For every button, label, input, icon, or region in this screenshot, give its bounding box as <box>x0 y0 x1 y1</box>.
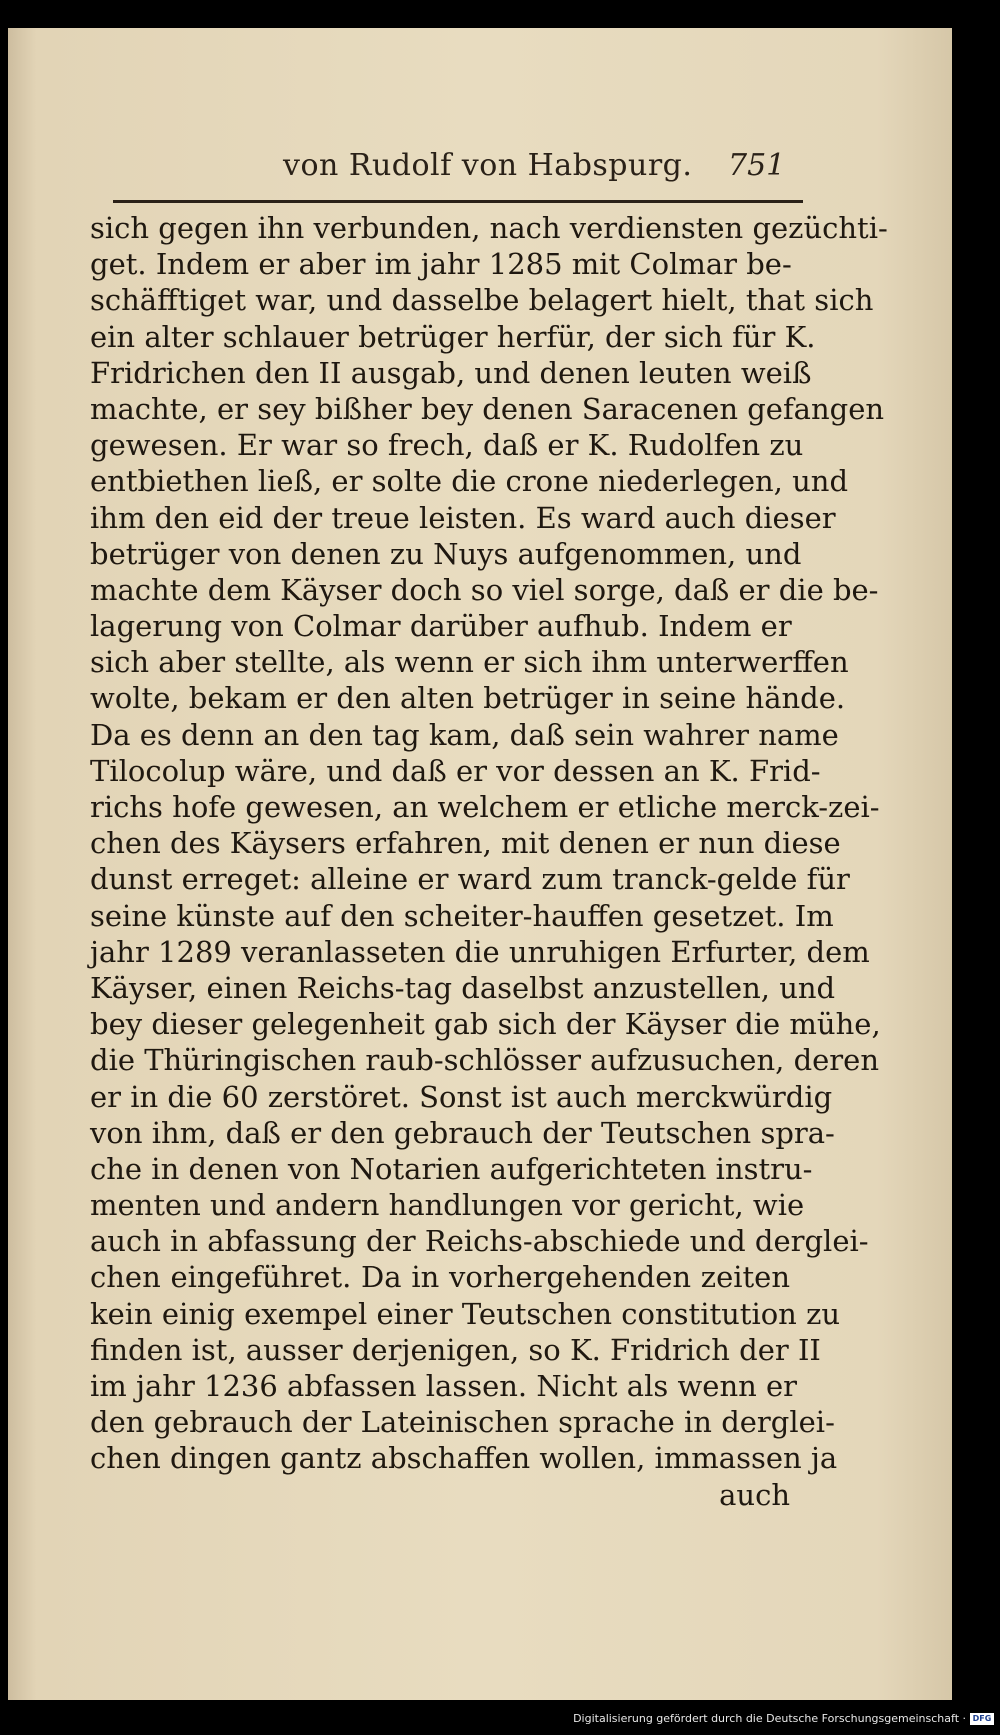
text-line: menten und andern handlungen vor gericht, wie <box>90 1188 805 1223</box>
text-line: Fridrichen den II ausgab, und denen leuten weiß <box>90 355 812 390</box>
text-line: finden ist, ausser derjenigen, so K. Fridrich der II <box>90 1332 821 1367</box>
text-line: seine künste auf den scheiter-hauffen gesetzet. Im <box>90 898 834 933</box>
text-line: bey dieser gelegenheit gab sich der Käyser die mühe, <box>90 1007 881 1042</box>
text-line: sich aber stellte, als wenn er sich ihm unterwerffen <box>90 645 849 680</box>
text-line: sich gegen ihn verbunden, nach verdiensten gezüchti- <box>90 211 888 245</box>
text-line: get. Indem er aber im jahr 1285 mit Colmar be- <box>90 247 792 282</box>
text-line: gewesen. Er war so frech, daß er K. Rudolfen zu <box>90 428 804 463</box>
text-line: che in denen von Notarien aufgerichteten instru- <box>90 1151 813 1186</box>
text-line: lagerung von Colmar darüber aufhub. Indem er <box>90 609 792 644</box>
digitization-footer <box>0 1712 1000 1732</box>
text-line: chen eingeführet. Da in vorhergehenden zeiten <box>90 1260 790 1295</box>
book-page <box>8 28 952 1700</box>
text-line: Käyser, einen Reichs-tag daselbst anzustellen, und <box>90 970 836 1005</box>
funding-notice: Digitalisierung gefördert durch die Deutsche Forschungsgemeinschaft · <box>573 1712 966 1725</box>
text-line: wolte, bekam er den alten betrüger in seine hände. <box>90 681 846 716</box>
text-line: er in die 60 zerstöret. Sonst ist auch merckwürdig <box>90 1079 833 1114</box>
text-line: im jahr 1236 abfassen lassen. Nicht als wenn er <box>90 1369 798 1403</box>
text-line: betrüger von denen zu Nuys aufgenommen, und <box>90 536 802 571</box>
catchword: auch <box>719 1477 790 1512</box>
running-head: von Rudolf von Habspurg. <box>283 148 693 183</box>
text-line: machte dem Käyser doch so viel sorge, daß er die be- <box>90 572 879 607</box>
text-line: auch in abfassung der Reichs-abschiede und derglei- <box>90 1224 869 1259</box>
text-line: schäfftiget war, und dasselbe belagert hielt, that sich <box>90 283 874 318</box>
text-line: entbiethen ließ, er solte die crone niederlegen, und <box>90 464 849 499</box>
text-line: ihm den eid der treue leisten. Es ward auch dieser <box>90 500 836 535</box>
text-line: chen des Käysers erfahren, mit denen er nun diese <box>90 826 841 861</box>
text-line: Da es denn an den tag kam, daß sein wahrer name <box>90 717 839 752</box>
body-text <box>90 210 888 1513</box>
text-line: den gebrauch der Lateinischen sprache in derglei- <box>90 1405 835 1440</box>
text-line: ein alter schlauer betrüger herfür, der sich für K. <box>90 319 816 354</box>
text-line: dunst erreget: alleine er ward zum tranck-gelde für <box>90 862 850 897</box>
text-line: die Thüringischen raub-schlösser aufzusuchen, deren <box>90 1043 880 1078</box>
text-line: machte, er sey bißher bey denen Saracenen gefangen <box>90 391 885 426</box>
header-rule <box>113 200 803 203</box>
dfg-logo: DFG <box>970 1713 994 1725</box>
text-line: jahr 1289 veranlasseten die unruhigen Erfurter, dem <box>90 934 870 969</box>
text-line: chen dingen gantz abschaffen wollen, immassen ja <box>90 1441 838 1476</box>
text-line: richs hofe gewesen, an welchem er etliche merck-zei- <box>90 790 880 824</box>
page-header <box>113 122 793 183</box>
page-number: 751 <box>728 148 786 183</box>
text-line: von ihm, daß er den gebrauch der Teutschen spra- <box>90 1115 835 1150</box>
text-line: kein einig exempel einer Teutschen constitution zu <box>90 1296 841 1331</box>
text-line: Tilocolup wäre, und daß er vor dessen an K. Frid- <box>90 753 821 788</box>
